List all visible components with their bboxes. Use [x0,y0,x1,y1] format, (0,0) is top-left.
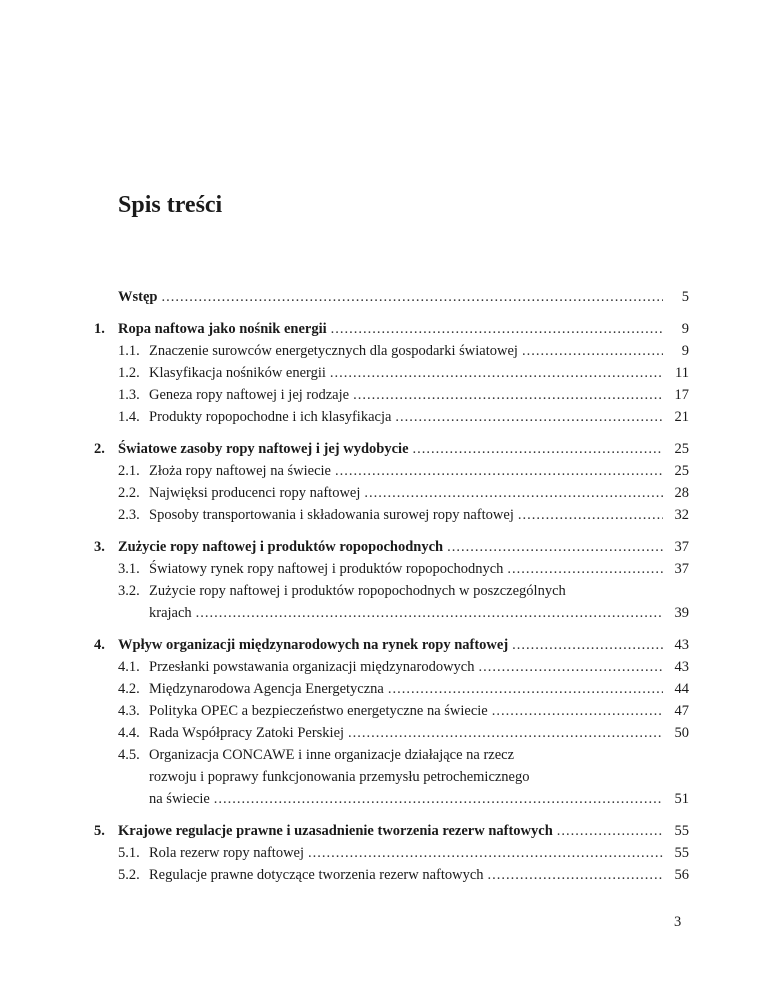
toc-section-title: Organizacja CONCAWE i inne organizacje działające na rzecz [149,747,515,763]
toc-page-number: 47 [674,703,689,719]
dot-leader [214,788,663,810]
toc-section-lines [149,744,689,810]
toc-section-lines [149,504,689,526]
toc-chapter [94,438,689,460]
toc-section-body [149,558,689,580]
toc-section-body [149,384,689,406]
dot-leader [161,286,663,308]
toc-page-number: 9 [681,343,689,359]
toc-section-line [149,504,689,526]
toc-section [94,406,689,428]
toc-section [94,482,689,504]
toc-section-lines [149,482,689,504]
toc-chapter [94,536,689,558]
toc-chapter-body [118,634,689,656]
dot-leader [335,460,663,482]
toc-spacer [94,308,689,318]
dot-leader [331,318,663,340]
toc-section-title: Złoża ropy naftowej na świecie [149,463,331,479]
toc-section [94,722,689,744]
toc-section [94,460,689,482]
toc-section-lines [149,656,689,678]
toc-section-number: 1.2. [118,365,140,381]
toc-section [94,656,689,678]
toc-page-number: 39 [674,605,689,621]
toc-section-line [149,678,689,700]
toc-section-body [149,362,689,384]
toc-section-title: Znaczenie surowców energetycznych dla gospodarki światowej [149,343,518,359]
page-number: 3 [674,914,682,930]
toc-section-title: krajach [149,605,192,621]
toc-section-title: Klasyfikacja nośników energii [149,365,326,381]
toc-section-number: 3.1. [118,561,140,577]
dot-leader [512,634,663,656]
dot-leader [388,678,663,700]
toc-section-body [149,678,689,700]
toc-section-line [149,656,689,678]
toc-page-number: 28 [674,485,689,501]
toc-page-number: 32 [674,507,689,523]
toc-section-title: rozwoju i poprawy funkcjonowania przemysłu petrochemicznego [149,769,530,785]
toc-section-body [149,580,689,624]
toc-section-line [149,406,689,428]
toc-chapter-body [118,820,689,842]
toc-section [94,340,689,362]
toc-page-number: 37 [674,539,689,555]
toc-section [94,580,689,624]
toc-section-line [149,744,689,766]
toc-section-number: 1.4. [118,409,140,425]
toc-section-lines [149,460,689,482]
toc-chapter [94,318,689,340]
toc-chapter-number: 5. [94,823,105,839]
toc-section [94,504,689,526]
toc-section [94,678,689,700]
toc-section [94,362,689,384]
toc-chapter-title: Ropa naftowa jako nośnik energii [118,321,327,337]
toc-section-number: 2.2. [118,485,140,501]
toc-section-body [149,504,689,526]
toc-section-number: 5.1. [118,845,140,861]
toc-section-title: na świecie [149,791,210,807]
toc-chapter-number: 2. [94,441,105,457]
dot-leader [507,558,663,580]
toc-page-number: 9 [681,321,689,337]
toc-section-number: 4.4. [118,725,140,741]
toc-section [94,700,689,722]
table-of-contents [94,286,689,886]
toc-chapter-number: 1. [94,321,105,337]
toc-section-title: Rada Współpracy Zatoki Perskiej [149,725,345,741]
toc-section-lines [149,340,689,362]
toc-section [94,842,689,864]
toc-section-title: Przesłanki powstawania organizacji międzynarodowych [149,659,475,675]
toc-spacer [94,526,689,536]
toc-section [94,384,689,406]
toc-entry-title: Wstęp [118,289,158,305]
toc-section-line [149,602,689,624]
toc-section-title: Zużycie ropy naftowej i produktów ropopochodnych w poszczególnych [149,583,566,599]
toc-section-line [149,340,689,362]
toc-section-number: 4.2. [118,681,140,697]
toc-page-number: 50 [674,725,689,741]
toc-section-line [149,864,689,886]
dot-leader [447,536,663,558]
toc-section-line [149,558,689,580]
toc-page-number: 44 [674,681,689,697]
toc-page-number: 55 [674,845,689,861]
toc-chapter-number: 3. [94,539,105,555]
toc-section-line [149,580,689,602]
toc-section-line [149,384,689,406]
toc-page-number: 21 [674,409,689,425]
toc-spacer [94,810,689,820]
toc-section-number: 5.2. [118,867,140,883]
toc-section-title: Najwięksi producenci ropy naftowej [149,485,361,501]
toc-section-line [149,766,689,788]
dot-leader [488,864,663,886]
toc-chapter-body [118,536,689,558]
toc-chapter [94,820,689,842]
toc-section-line [149,700,689,722]
dot-leader [348,722,663,744]
toc-section-lines [149,384,689,406]
toc-page-number: 55 [674,823,689,839]
toc-section-body [149,482,689,504]
toc-section-body [149,406,689,428]
toc-section-line [149,722,689,744]
dot-leader [413,438,663,460]
toc-section-title: Sposoby transportowania i składowania surowej ropy naftowej [149,507,514,523]
toc-section-body [149,722,689,744]
toc-section-title: Światowy rynek ropy naftowej i produktów ropopochodnych [149,561,504,577]
toc-section-line [149,788,689,810]
toc-section-line [149,460,689,482]
toc-section-body [149,460,689,482]
toc-section-line [149,482,689,504]
toc-page-number: 25 [674,441,689,457]
toc-chapter-body [118,438,689,460]
toc-page-number: 56 [674,867,689,883]
toc-page-number: 43 [674,659,689,675]
dot-leader [308,842,663,864]
toc-chapter-number: 4. [94,637,105,653]
toc-page-number: 43 [674,637,689,653]
toc-chapter-title: Krajowe regulacje prawne i uzasadnienie tworzenia rezerw naftowych [118,823,553,839]
page-title: Spis treści [118,192,223,218]
toc-section-lines [149,362,689,384]
toc-section-line [149,362,689,384]
toc-chapter-title: Światowe zasoby ropy naftowej i jej wydobycie [118,441,409,457]
toc-page-number: 51 [674,791,689,807]
toc-section-title: Produkty ropopochodne i ich klasyfikacja [149,409,392,425]
toc-page-number: 25 [674,463,689,479]
toc-section-body [149,340,689,362]
toc-section-lines [149,580,689,624]
toc-section-number: 1.3. [118,387,140,403]
toc-section [94,558,689,580]
toc-section-lines [149,406,689,428]
toc-page-number: 5 [681,289,689,305]
toc-section-title: Międzynarodowa Agencja Energetyczna [149,681,384,697]
toc-spacer [94,428,689,438]
toc-chapter [94,634,689,656]
toc-section-title: Regulacje prawne dotyczące tworzenia rezerw naftowych [149,867,484,883]
dot-leader [353,384,663,406]
toc-section-title: Polityka OPEC a bezpieczeństwo energetyczne na świecie [149,703,488,719]
dot-leader [364,482,663,504]
toc-section-lines [149,558,689,580]
dot-leader [478,656,663,678]
toc-page-number: 11 [675,365,689,381]
toc-section-body [149,864,689,886]
dot-leader [518,504,663,526]
toc-section-lines [149,700,689,722]
toc-section-body [149,744,689,810]
dot-leader [395,406,663,428]
toc-section-number: 1.1. [118,343,140,359]
toc-section-number: 2.1. [118,463,140,479]
toc-section-body [149,656,689,678]
toc-section-number: 4.3. [118,703,140,719]
toc-section-number: 4.1. [118,659,140,675]
toc-chapter-body [118,318,689,340]
toc-section-body [149,700,689,722]
dot-leader [557,820,663,842]
toc-page-number: 17 [674,387,689,403]
toc-section-title: Geneza ropy naftowej i jej rodzaje [149,387,350,403]
toc-section-number: 2.3. [118,507,140,523]
toc-section-line [149,842,689,864]
toc-section-lines [149,678,689,700]
toc-section-number: 3.2. [118,583,140,599]
toc-section [94,864,689,886]
dot-leader [522,340,663,362]
toc-entry-intro [94,286,689,308]
toc-section-body [149,842,689,864]
toc-page-number: 37 [674,561,689,577]
toc-section-lines [149,864,689,886]
dot-leader [196,602,663,624]
dot-leader [492,700,663,722]
toc-section [94,744,689,810]
toc-section-number: 4.5. [118,747,140,763]
toc-spacer [94,624,689,634]
toc-chapter-title: Zużycie ropy naftowej i produktów ropopochodnych [118,539,444,555]
toc-chapter-title: Wpływ organizacji międzynarodowych na rynek ropy naftowej [118,637,509,653]
toc-section-lines [149,722,689,744]
toc-section-title: Rola rezerw ropy naftowej [149,845,305,861]
toc-section-lines [149,842,689,864]
dot-leader [330,362,663,384]
